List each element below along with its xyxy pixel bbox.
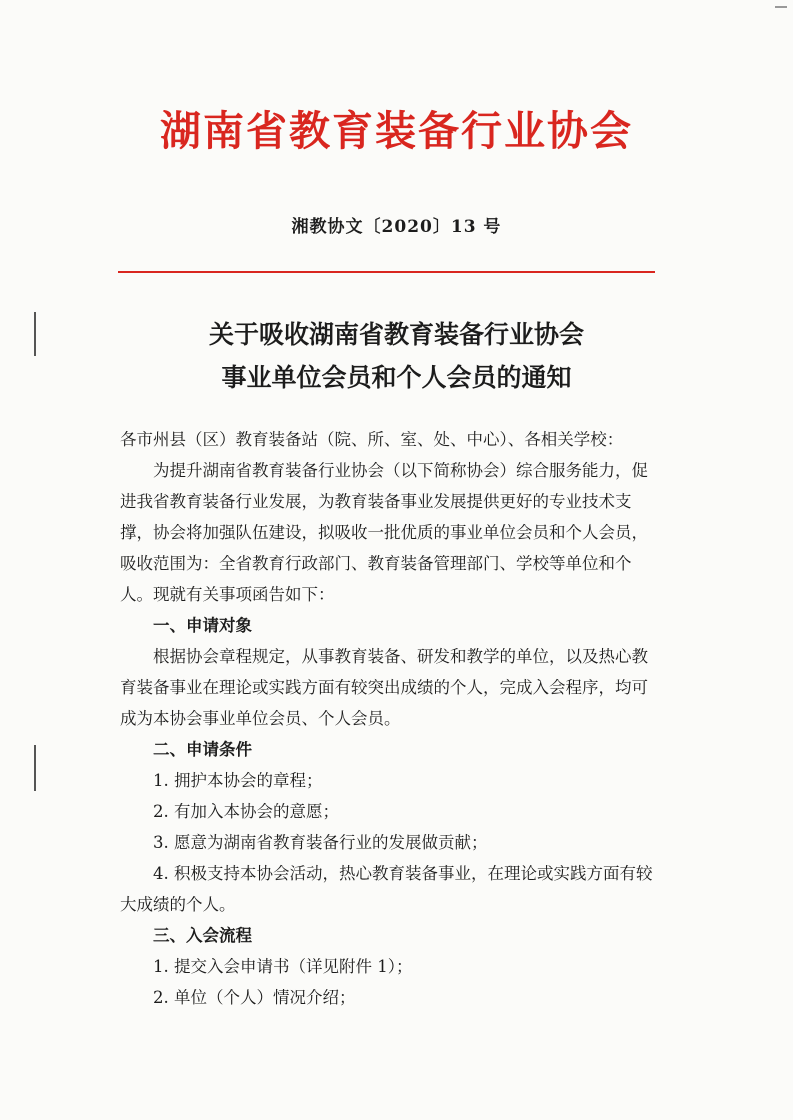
list-item: 2. 有加入本协会的意愿； [153, 802, 339, 821]
list-item: 2. 单位（个人）情况介绍； [153, 988, 356, 1007]
intro-paragraph: 为提升湖南省教育装备行业协会（以下简称协会）综合服务能力，促进我省教育装备行业发展，为教育装备事业发展提供更好的专业技术支撑，协会将加强队伍建设，拟吸收一批优质的事业单位会员和个人会员，吸收范围为：全省教育行政部门、教育装备管理部门、学校等单位和个人。现就有关事项函告如下： [120, 461, 648, 604]
red-separator-line [118, 271, 655, 273]
scan-artifact [775, 6, 787, 8]
list-item: 1. 拥护本协会的章程； [153, 771, 323, 790]
section-heading: 一、申请对象 [153, 616, 252, 635]
section-heading: 三、入会流程 [153, 926, 252, 945]
letterhead: 湖南省教育装备行业协会 [160, 107, 633, 155]
section-heading: 二、申请条件 [153, 740, 252, 759]
notice-title [0, 313, 793, 399]
notice-body [120, 424, 660, 1013]
salutation: 各市州县（区）教育装备站（院、所、室、处、中心）、各相关学校： [120, 430, 624, 449]
list-item: 1. 提交入会申请书（详见附件 1）； [153, 957, 413, 976]
title-line: 事业单位会员和个人会员的通知 [221, 363, 572, 392]
section-paragraph: 根据协会章程规定，从事教育装备、研发和教学的单位，以及热心教育装备事业在理论或实践方面有较突出成绩的个人，完成入会程序，均可成为本协会事业单位会员、个人会员。 [120, 647, 648, 728]
binding-mark [34, 745, 36, 791]
document-number: 湘教协文〔2020〕13 号 [291, 217, 502, 237]
title-line: 关于吸收湖南省教育装备行业协会 [208, 320, 584, 349]
list-item: 4. 积极支持本协会活动，热心教育装备事业，在理论或实践方面有较大成绩的个人。 [120, 864, 653, 914]
list-item: 3. 愿意为湖南省教育装备行业的发展做贡献； [153, 833, 488, 852]
